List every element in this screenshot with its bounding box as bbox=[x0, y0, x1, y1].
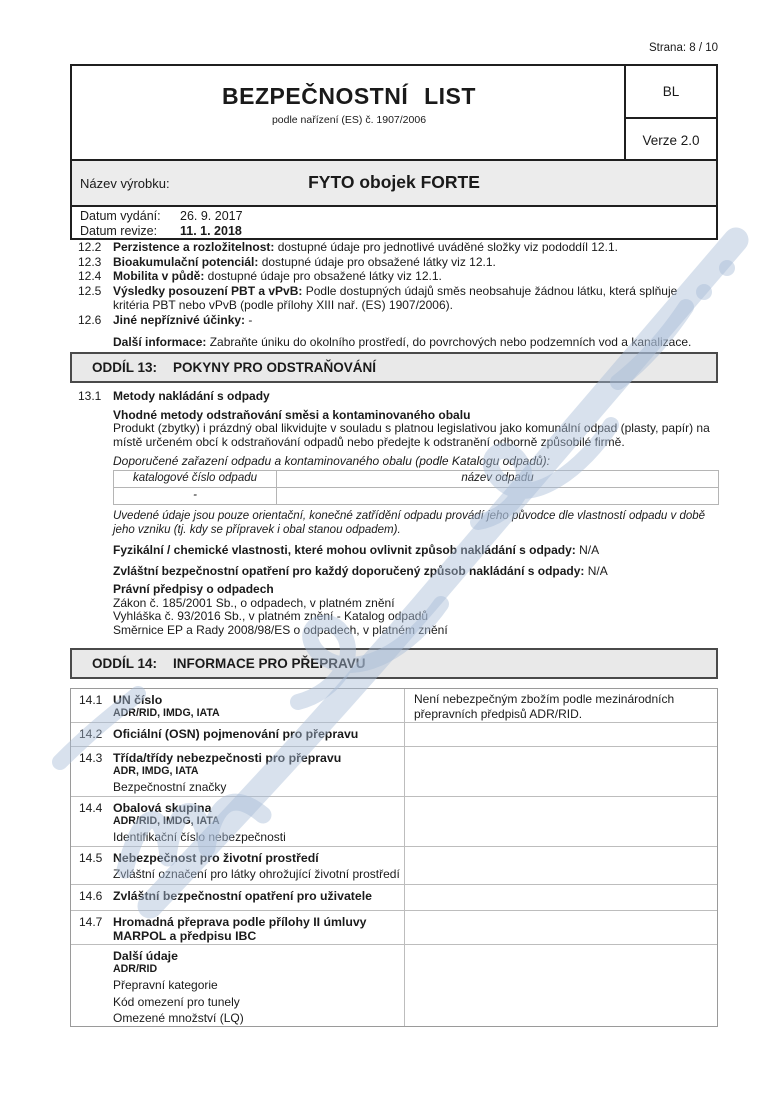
transport-row-label-line: Přepravní kategorie bbox=[113, 978, 218, 992]
waste-note: Uvedené údaje jsou pouze orientační, konečné zatřídění odpadu provádí jeho původce dle vlastností odpadu v době jeho vzniku (tj. kdy se přípravek i obal stanou odpadem). bbox=[113, 509, 706, 536]
page-number: Strana: 8 / 10 bbox=[648, 42, 718, 54]
transport-row-label-line: Zvláštní označení pro látky ohrožující životní prostředí bbox=[113, 867, 400, 881]
transport-row-label-line: Nebezpečnost pro životní prostředí bbox=[113, 851, 319, 865]
section12-item-label: Mobilita v půdě: bbox=[113, 269, 205, 284]
section-14-header-bar bbox=[70, 648, 718, 679]
physical-properties-line bbox=[113, 544, 710, 558]
section-14-title: INFORMACE PRO PŘEPRAVU bbox=[173, 656, 366, 671]
section-13-body bbox=[113, 409, 710, 638]
transport-row-value bbox=[404, 885, 717, 910]
revision-date-row bbox=[80, 224, 708, 239]
transport-row-label-line: ADR, IMDG, IATA bbox=[113, 765, 199, 777]
document-subtitle: podle nařízení (ES) č. 1907/2006 bbox=[271, 114, 427, 126]
product-label: Název výrobku: bbox=[80, 176, 170, 191]
waste-classification-table bbox=[113, 470, 719, 505]
revision-date-label: Datum revize: bbox=[80, 223, 158, 238]
transport-row-label-line: MARPOL a předpisu IBC bbox=[113, 929, 257, 943]
section-13-header-bar bbox=[70, 352, 718, 383]
section12-item-number: 12.2 bbox=[78, 240, 102, 254]
transport-row-label-line: Zvláštní bezpečnostní opatření pro uživatele bbox=[113, 889, 372, 903]
transport-row bbox=[71, 847, 717, 885]
transport-row-number: 14.5 bbox=[79, 851, 103, 865]
special-precautions-label: Zvláštní bezpečnostní opatření pro každý doporučený způsob nakládání s odpady: bbox=[113, 563, 585, 578]
methods-text: Produkt (zbytky) i prázdný obal likvidujte v souladu s platnou legislativou jako komunální odpad (plasty, papír) na místě určeném obcí k odstraňování odpadů nebo předejte k odstranění odborně způsobilé firmě. bbox=[113, 421, 710, 449]
transport-table bbox=[70, 688, 718, 1027]
issue-date-value: 26. 9. 2017 bbox=[180, 209, 243, 223]
revision-date-value: 11. 1. 2018 bbox=[180, 223, 242, 238]
transport-row bbox=[71, 797, 717, 847]
transport-row bbox=[71, 689, 717, 723]
issue-date-row bbox=[80, 209, 708, 224]
transport-row bbox=[71, 885, 717, 911]
legal-line: Vyhláška č. 93/2016 Sb., v platném znění - Katalog odpadů bbox=[113, 609, 429, 624]
section-13-number: ODDÍL 13: bbox=[92, 360, 158, 375]
section12-item-text: Výsledky posouzení PBT a vPvB: Podle dostupných údajů směs neobsahuje žádnou látku, která splňuje kritéria PBT nebo vPvB (podle přílohy XIII nař. (ES) 1907/2006). bbox=[113, 283, 678, 313]
transport-row-number: 14.2 bbox=[79, 727, 103, 741]
legal-lines bbox=[113, 597, 710, 638]
physical-properties-label: Fyzikální / chemické vlastnosti, které mohou ovlivnit způsob nakládání s odpady: bbox=[113, 542, 576, 557]
section-12-items bbox=[78, 240, 710, 328]
section12-item bbox=[78, 284, 710, 313]
transport-row bbox=[71, 911, 717, 945]
transport-row-label bbox=[113, 847, 404, 884]
special-precautions-value: N/A bbox=[587, 563, 608, 578]
transport-row-label bbox=[113, 747, 404, 796]
waste-code-value: - bbox=[114, 487, 277, 504]
transport-row-label-line: Kód omezení pro tunely bbox=[113, 994, 240, 1009]
legal-regulations-block bbox=[113, 583, 710, 637]
waste-code-header: katalogové číslo odpadu bbox=[114, 470, 277, 487]
transport-row-label-line: Identifikační číslo nebezpečnosti bbox=[113, 830, 286, 844]
section12-item-label: Perzistence a rozložitelnost: bbox=[113, 240, 275, 254]
transport-row-label bbox=[113, 689, 404, 722]
transport-row-label-line: Obalová skupina bbox=[113, 801, 212, 815]
waste-table-caption: Doporučené zařazení odpadu a kontaminovaného obalu (podle Katalogu odpadů): bbox=[113, 454, 550, 469]
doc-code-cell: BL bbox=[626, 66, 716, 119]
subsection-13-1-title: Metody nakládání s odpady bbox=[113, 389, 270, 403]
waste-name-header: název odpadu bbox=[277, 470, 719, 487]
transport-row-label bbox=[113, 723, 404, 746]
transport-row-value bbox=[404, 945, 717, 1026]
transport-row-value bbox=[404, 747, 717, 796]
waste-name-value bbox=[277, 487, 719, 504]
section-12 bbox=[78, 240, 710, 349]
section12-item-text: Mobilita v půdě: dostupné údaje pro obsažené látky viz 12.1. bbox=[113, 269, 442, 284]
transport-row-value bbox=[404, 797, 717, 846]
title-cell bbox=[72, 66, 626, 161]
transport-row-number: 14.4 bbox=[79, 801, 103, 815]
version-cell: Verze 2.0 bbox=[642, 132, 700, 148]
physical-properties-value: N/A bbox=[579, 542, 600, 557]
waste-table-header-row bbox=[114, 470, 719, 487]
product-row bbox=[72, 161, 716, 207]
transport-row-label bbox=[113, 911, 404, 944]
product-name: FYTO obojek FORTE bbox=[308, 172, 480, 192]
document-title: BEZPEČNOSTNÍ LIST bbox=[222, 83, 476, 109]
legal-heading: Právní předpisy o odpadech bbox=[113, 582, 274, 597]
section12-item-label: Bioakumulační potenciál: bbox=[113, 254, 259, 269]
additional-info-label: Další informace: bbox=[113, 334, 207, 349]
header-title-row bbox=[72, 66, 716, 161]
section12-item bbox=[78, 240, 710, 255]
header-right-column bbox=[624, 66, 716, 161]
section12-item-number: 12.4 bbox=[78, 269, 102, 284]
transport-row-number: 14.7 bbox=[79, 915, 103, 929]
transport-row-label-line: Bezpečnostní značky bbox=[113, 780, 227, 794]
transport-row-label-line: UN číslo bbox=[113, 693, 163, 707]
section-14-number: ODDÍL 14: bbox=[92, 656, 158, 671]
subsection-13-1-number: 13.1 bbox=[78, 389, 102, 403]
section12-item-label: Jiné nepříznivé účinky: bbox=[113, 312, 246, 327]
section12-item-text: Perzistence a rozložitelnost: dostupné údaje pro jednotlivé uváděné složky viz pododdíl 12.1. bbox=[113, 240, 618, 254]
transport-row-label-line: Oficiální (OSN) pojmenování pro přepravu bbox=[113, 727, 359, 741]
section12-item-text: Jiné nepříznivé účinky: - bbox=[113, 312, 253, 327]
section12-item-number: 12.5 bbox=[78, 283, 102, 298]
waste-table-data-row bbox=[114, 487, 719, 504]
transport-row-value bbox=[404, 723, 717, 746]
section12-item bbox=[78, 255, 710, 270]
section12-item-label: Výsledky posouzení PBT a vPvB: bbox=[113, 283, 303, 298]
dates-row bbox=[72, 207, 716, 240]
section12-additional-info bbox=[78, 335, 710, 350]
transport-row-number: 14.3 bbox=[79, 751, 103, 765]
section12-item-number: 12.6 bbox=[78, 312, 102, 327]
section-13-title: POKYNY PRO ODSTRAŇOVÁNÍ bbox=[173, 360, 377, 375]
transport-row-label-line: Omezené množství (LQ) bbox=[113, 1011, 244, 1025]
section-13-content bbox=[78, 390, 710, 637]
transport-row-number bbox=[71, 945, 113, 1026]
additional-info-text: Zabraňte úniku do okolního prostředí, do povrchových nebo podzemních vod a kanalizace. bbox=[209, 334, 692, 349]
special-precautions-line bbox=[113, 565, 710, 579]
legal-line: Zákon č. 185/2001 Sb., o odpadech, v platném znění bbox=[113, 595, 395, 610]
transport-row-label-line: Hromadná přeprava podle přílohy II úmluvy bbox=[113, 915, 367, 929]
transport-row-label bbox=[113, 885, 404, 910]
subsection-13-1 bbox=[78, 390, 710, 404]
section12-item-text: Bioakumulační potenciál: dostupné údaje pro obsažené látky viz 12.1. bbox=[113, 254, 496, 269]
section12-item bbox=[78, 313, 710, 328]
transport-row-label-line: Třída/třídy nebezpečnosti pro přepravu bbox=[113, 751, 342, 765]
transport-row-value bbox=[404, 911, 717, 944]
transport-row-label-line: Další údaje bbox=[113, 949, 178, 963]
transport-row-number: 14.6 bbox=[79, 889, 103, 903]
section12-item bbox=[78, 269, 710, 284]
legal-line: Směrnice EP a Rady 2008/98/ES o odpadech, v platném znění bbox=[113, 622, 448, 637]
transport-row-value: Není nebezpečným zbožím podle mezinárodních přepravních předpisů ADR/RID. bbox=[404, 689, 717, 722]
transport-row-label-line: ADR/RID, IMDG, IATA bbox=[113, 815, 220, 827]
issue-date-label: Datum vydání: bbox=[80, 209, 161, 223]
transport-row-label-line: ADR/RID, IMDG, IATA bbox=[113, 707, 220, 719]
transport-row bbox=[71, 723, 717, 747]
transport-row bbox=[71, 747, 717, 797]
header-box bbox=[70, 64, 718, 240]
transport-row bbox=[71, 945, 717, 1026]
transport-row-value bbox=[404, 847, 717, 884]
transport-row-label bbox=[113, 945, 404, 1026]
methods-heading: Vhodné metody odstraňování směsi a kontaminovaného obalu bbox=[113, 407, 471, 422]
section12-item-number: 12.3 bbox=[78, 254, 102, 269]
transport-row-label bbox=[113, 797, 404, 846]
transport-row-number: 14.1 bbox=[79, 693, 103, 707]
transport-row-label-line: ADR/RID bbox=[113, 963, 158, 975]
